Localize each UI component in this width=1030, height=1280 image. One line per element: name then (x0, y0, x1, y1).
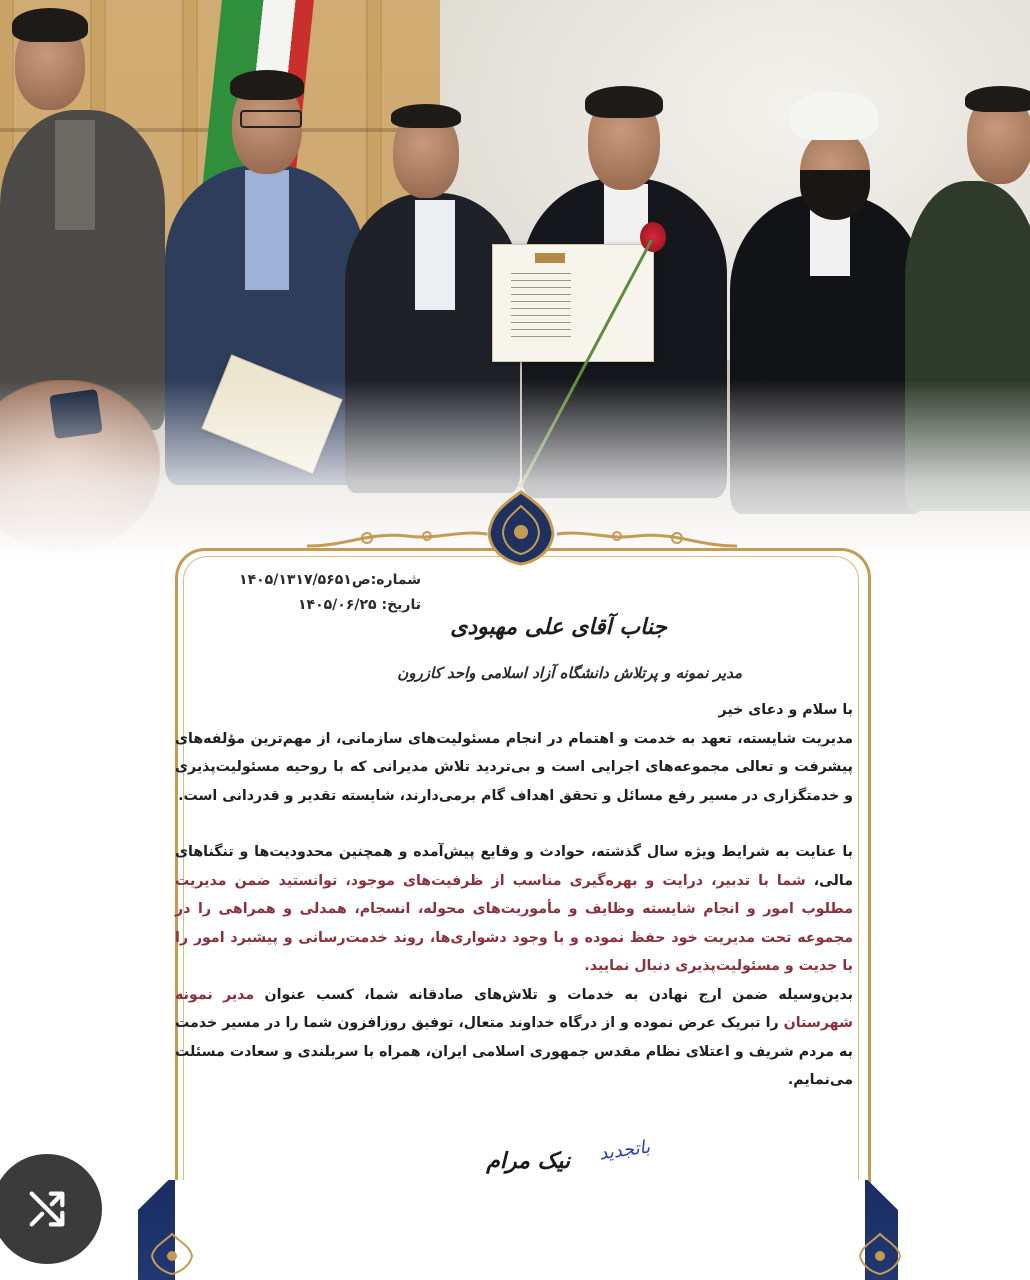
paragraph-3-start: بدین‌وسیله ضمن ارج نهادن به خدمات و تلاش‌های صادقانه شما، کسب عنوان (264, 986, 853, 1003)
signer-name: نیک مرام (486, 1148, 570, 1174)
appreciation-letter (175, 528, 867, 1280)
corner-ornament-right (858, 1232, 902, 1276)
letter-body (175, 696, 853, 1095)
shuffle-button[interactable] (0, 1154, 102, 1264)
red-rose (640, 222, 666, 252)
letter-date: تاریخ: ۱۴۰۵/۰۶/۲۵ (298, 597, 421, 613)
paragraph-3-highlight: مدیر نمونه شهرستان (175, 986, 853, 1031)
paragraph-2 (175, 838, 853, 981)
paragraph-1: مدیریت شایسته، تعهد به خدمت و اهتمام در انجام مسئولیت‌های سازمانی، از مهم‌ترین مؤلفه‌های پیشرفت و تعالی مجموعه‌های اجرایی است و بی‌تردید تلاش مدیرانی که با روحیه مسئولیت‌پذیری و خدمتگزاری در مسیر رفع مسائل و تحقق اهداف گام برمی‌دارند، شایسته تقدیر و قدردانی است. (175, 730, 853, 804)
ceremony-photo (0, 0, 1030, 560)
letter-number: شماره:ص۱۴۰۵/۱۳۱۷/۵۶۵۱ (239, 572, 421, 588)
crest-ornament (485, 490, 557, 566)
recipient-role: مدیر نمونه و پرتلاش دانشگاه آزاد اسلامی واحد کازرون (397, 664, 742, 682)
corner-ornament-left (150, 1232, 194, 1276)
paragraph-2-intro: با عنایت به شرایط ویژه سال گذشته، حوادث و وقایع پیش‌آمده و همچنین محدودیت‌ها و تنگناهای مالی، (175, 844, 853, 889)
handwritten-note: باتجدید (597, 1136, 652, 1165)
left-scroll-ornament (307, 526, 487, 552)
shuffle-icon (24, 1186, 70, 1232)
right-scroll-ornament (557, 526, 737, 552)
paragraph-3-end: را تبریک عرض نموده و از درگاه خداوند متعال، توفیق روزافزون شما را در مسیر خدمت به مردم شریف و اعتلای نظام مقدس جمهوری اسلامی ایران، همراه با سربلندی و سعادت مسئلت می‌نمایم. (175, 1015, 853, 1088)
paragraph-3 (175, 981, 853, 1095)
greeting: با سلام و دعای خیر (718, 702, 853, 718)
held-certificate (492, 244, 654, 362)
person-left-1 (0, 0, 170, 420)
bottom-letter-area (175, 1180, 865, 1280)
letter-meta (201, 568, 421, 618)
recipient-salutation: جناب آقای علی مهبودی (450, 614, 667, 640)
paragraph-2-highlight: شما با تدبیر، درایت و بهره‌گیری مناسب از ظرفیت‌های موجود، توانستید ضمن مدیریت مطلوب امور و انجام شایسته وظایف و مأموریت‌های محوله، انسجام، همدلی و همراهی را در مجموعه تحت مدیریت خود حفظ نموده و با وجود دشواری‌ها، روند خدمت‌رسانی و پیشبرد امور را با جدیت و مسئولیت‌پذیری دنبال نمایید. (175, 872, 853, 974)
